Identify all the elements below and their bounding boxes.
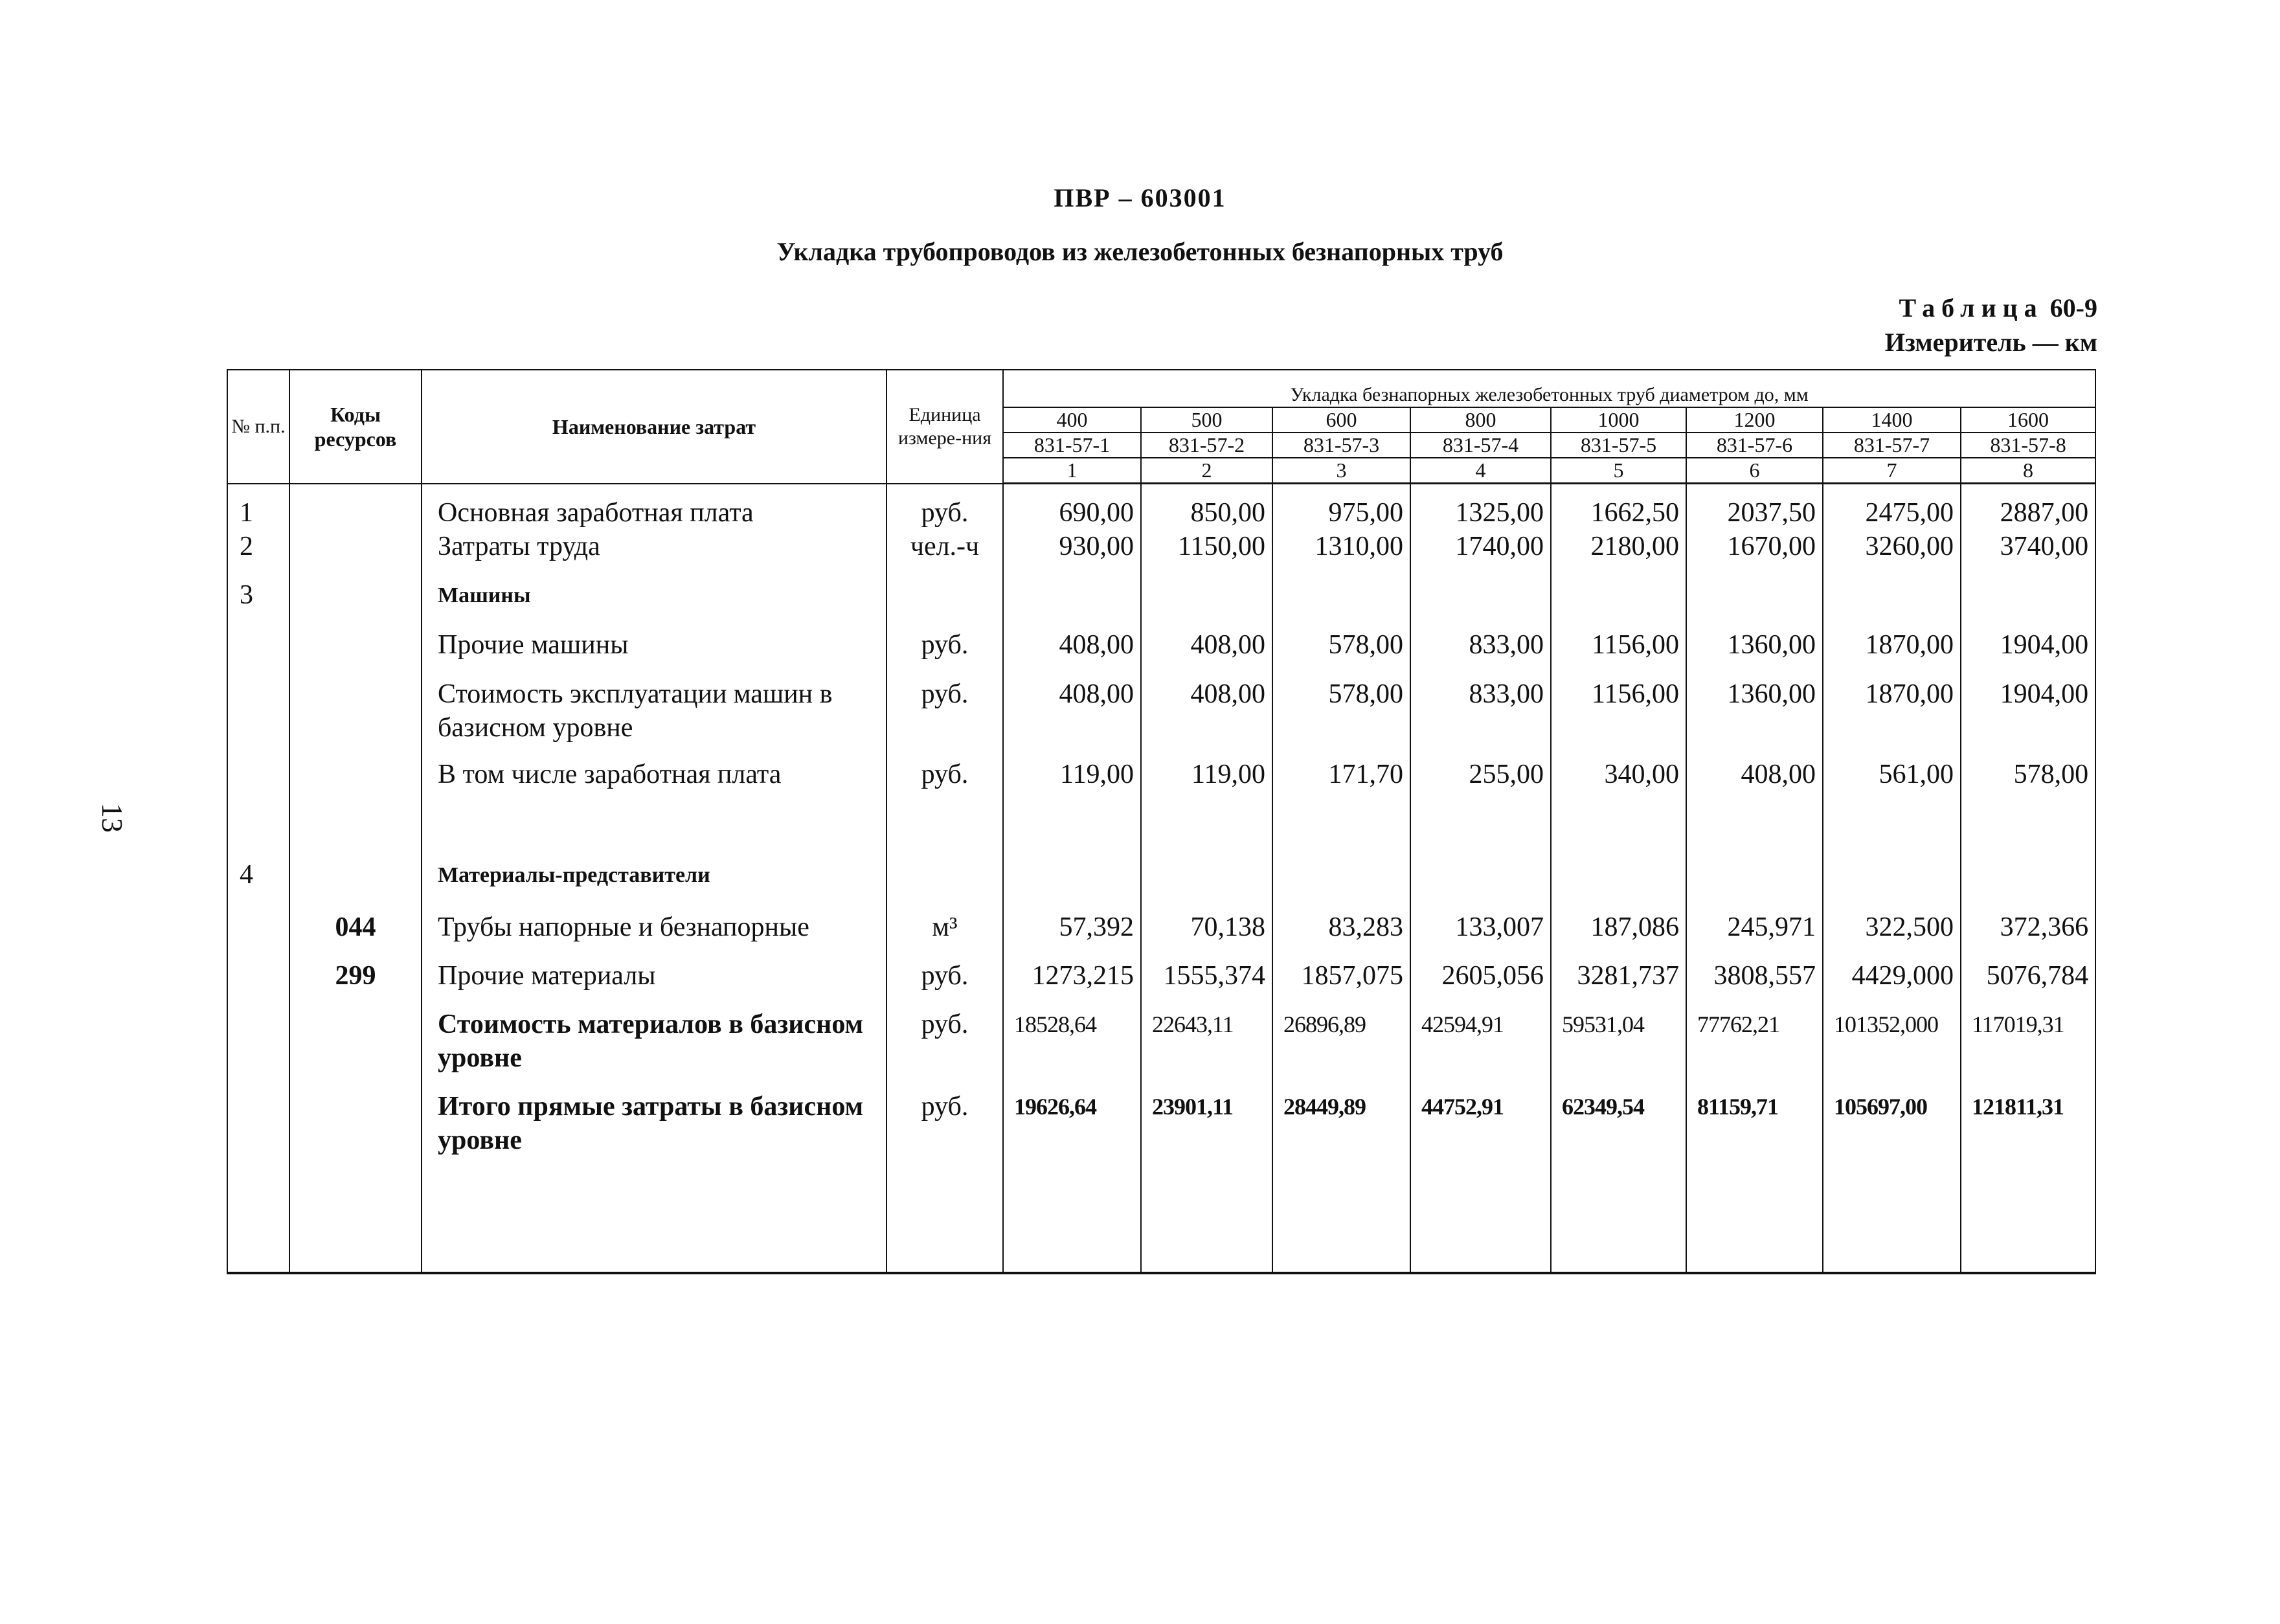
cell-value: 57,392 bbox=[1059, 912, 1134, 942]
cell-value: 245,971 bbox=[1727, 912, 1816, 942]
cell-value: 833,00 bbox=[1469, 630, 1544, 660]
body-name-col bbox=[422, 484, 886, 1274]
cell-value: 3260,00 bbox=[1865, 532, 1954, 561]
cell-value: 121811,31 bbox=[1972, 1094, 2064, 1120]
cost-name: Основная заработная плата bbox=[438, 497, 754, 528]
header-diameter-7: 1400 bbox=[1823, 407, 1961, 433]
body-val-col-5 bbox=[1551, 484, 1686, 1274]
row-number: 3 bbox=[240, 580, 253, 610]
header-rate-code-7: 831-57-7 bbox=[1823, 433, 1961, 458]
cell-value: 372,366 bbox=[2000, 912, 2089, 942]
unit-of-measure: м³ bbox=[932, 912, 958, 942]
cell-value: 101352,000 bbox=[1834, 1011, 1938, 1037]
cell-value: 833,00 bbox=[1469, 679, 1544, 709]
cost-table bbox=[227, 369, 2096, 1274]
header-col-number-7: 7 bbox=[1823, 458, 1961, 484]
cell-value: 1740,00 bbox=[1455, 532, 1544, 561]
row-number: 4 bbox=[240, 859, 253, 890]
cell-value: 23901,11 bbox=[1152, 1094, 1234, 1120]
header-diameter-2: 500 bbox=[1141, 407, 1272, 433]
header-rate-code-2: 831-57-2 bbox=[1141, 433, 1272, 458]
cell-value: 408,00 bbox=[1059, 679, 1134, 709]
cell-value: 1310,00 bbox=[1315, 532, 1403, 561]
header-col-number-8: 8 bbox=[1961, 458, 2095, 484]
document-title: Укладка трубопроводов из железобетонных безнапорных труб bbox=[776, 237, 1504, 266]
unit-of-measure: руб. bbox=[921, 759, 969, 789]
header-num: № п.п. bbox=[227, 370, 289, 484]
cell-value: 930,00 bbox=[1059, 532, 1134, 561]
cell-value: 1904,00 bbox=[2000, 679, 2089, 709]
cell-value: 1360,00 bbox=[1727, 679, 1816, 709]
body-val-col-6 bbox=[1686, 484, 1823, 1274]
cell-value: 44752,91 bbox=[1421, 1094, 1504, 1120]
header-col-number-3: 3 bbox=[1272, 458, 1410, 484]
unit-of-measure: руб. bbox=[921, 497, 969, 528]
cell-value: 42594,91 bbox=[1421, 1011, 1504, 1037]
body-unit-col bbox=[886, 484, 1003, 1274]
cell-value: 59531,04 bbox=[1562, 1011, 1644, 1037]
cell-value: 408,00 bbox=[1059, 630, 1134, 660]
header-diameter-6: 1200 bbox=[1686, 407, 1823, 433]
cell-value: 2475,00 bbox=[1865, 498, 1954, 528]
cell-value: 22643,11 bbox=[1152, 1011, 1234, 1037]
cell-value: 1662,50 bbox=[1590, 498, 1679, 528]
resource-code: 044 bbox=[335, 912, 376, 942]
unit-of-measure: руб. bbox=[921, 960, 969, 991]
header-col-number-2: 2 bbox=[1141, 458, 1272, 484]
cell-value: 81159,71 bbox=[1697, 1094, 1779, 1120]
cell-value: 408,00 bbox=[1741, 760, 1816, 789]
cost-name: В том числе заработная плата bbox=[438, 759, 782, 789]
cell-value: 133,007 bbox=[1455, 912, 1544, 942]
body-val-col-2 bbox=[1141, 484, 1272, 1274]
cell-value: 4429,000 bbox=[1851, 961, 1954, 991]
header-diameter-8: 1600 bbox=[1961, 407, 2095, 433]
cell-value: 408,00 bbox=[1190, 679, 1265, 709]
header-rate-code-8: 831-57-8 bbox=[1961, 433, 2095, 458]
unit-of-measure: руб. bbox=[921, 679, 969, 709]
header-rate-code-5: 831-57-5 bbox=[1551, 433, 1686, 458]
cell-value: 2037,50 bbox=[1727, 498, 1816, 528]
cell-value: 2887,00 bbox=[2000, 498, 2089, 528]
cost-name: Трубы напорные и безнапорные bbox=[438, 912, 809, 942]
header-diameter-5: 1000 bbox=[1551, 407, 1686, 433]
cell-value: 850,00 bbox=[1190, 498, 1265, 528]
unit-line: Измеритель — км bbox=[1884, 328, 2097, 357]
cell-value: 187,086 bbox=[1590, 912, 1679, 942]
cell-value: 171,70 bbox=[1328, 760, 1403, 789]
cell-value: 1156,00 bbox=[1592, 679, 1679, 709]
header-group: Укладка безнапорных железобетонных труб диаметром до, мм bbox=[1003, 370, 2095, 407]
cell-value: 1150,00 bbox=[1178, 532, 1265, 561]
cost-name: Материалы-представители bbox=[438, 863, 710, 887]
cell-value: 70,138 bbox=[1190, 912, 1265, 942]
cost-name: Машины bbox=[438, 583, 531, 607]
cell-value: 322,500 bbox=[1865, 912, 1954, 942]
page-number: 13 bbox=[96, 803, 129, 833]
cell-value: 28449,89 bbox=[1283, 1094, 1366, 1120]
header-col-number-6: 6 bbox=[1686, 458, 1823, 484]
table-label bbox=[1899, 293, 2097, 323]
body-code-col bbox=[289, 484, 422, 1274]
cell-value: 83,283 bbox=[1328, 912, 1403, 942]
header-diameter-4: 800 bbox=[1410, 407, 1551, 433]
header-col-number-4: 4 bbox=[1410, 458, 1551, 484]
body-val-col-3 bbox=[1272, 484, 1410, 1274]
header-unit: Единица измере-ния bbox=[886, 370, 1003, 484]
cell-value: 1555,374 bbox=[1163, 961, 1265, 991]
header-rate-code-6: 831-57-6 bbox=[1686, 433, 1823, 458]
cost-name: Прочие машины bbox=[438, 629, 629, 660]
cell-value: 119,00 bbox=[1191, 760, 1265, 789]
cell-value: 1904,00 bbox=[2000, 630, 2089, 660]
cell-value: 19626,64 bbox=[1014, 1094, 1096, 1120]
header-col-number-1: 1 bbox=[1003, 458, 1141, 484]
cell-value: 975,00 bbox=[1328, 498, 1403, 528]
cell-value: 408,00 bbox=[1190, 630, 1265, 660]
cell-value: 1870,00 bbox=[1865, 630, 1954, 660]
row-number: 2 bbox=[240, 531, 253, 561]
cell-value: 3740,00 bbox=[2000, 532, 2089, 561]
cell-value: 2180,00 bbox=[1590, 532, 1679, 561]
cell-value: 1156,00 bbox=[1592, 630, 1679, 660]
cell-value: 578,00 bbox=[1328, 679, 1403, 709]
unit-of-measure: руб. bbox=[921, 1009, 969, 1039]
body-val-col-4 bbox=[1410, 484, 1551, 1274]
header-col-number-5: 5 bbox=[1551, 458, 1686, 484]
body-val-col-1 bbox=[1003, 484, 1141, 1274]
header-diameter-3: 600 bbox=[1272, 407, 1410, 433]
resource-code: 299 bbox=[335, 960, 376, 991]
header-rate-code-4: 831-57-4 bbox=[1410, 433, 1551, 458]
cost-name: Стоимость материалов в базисном уровне bbox=[438, 1009, 864, 1073]
cell-value: 578,00 bbox=[1328, 630, 1403, 660]
cell-value: 105697,00 bbox=[1834, 1094, 1927, 1120]
cell-value: 117019,31 bbox=[1972, 1011, 2064, 1037]
body-val-col-8 bbox=[1961, 484, 2095, 1274]
cell-value: 1870,00 bbox=[1865, 679, 1954, 709]
cell-value: 3808,557 bbox=[1713, 961, 1816, 991]
cell-value: 255,00 bbox=[1469, 760, 1544, 789]
cell-value: 3281,737 bbox=[1577, 961, 1679, 991]
table-label-number: 60-9 bbox=[2049, 293, 2097, 322]
cell-value: 62349,54 bbox=[1562, 1094, 1644, 1120]
cell-value: 26896,89 bbox=[1283, 1011, 1366, 1037]
row-number: 1 bbox=[240, 497, 253, 528]
cell-value: 5076,784 bbox=[1986, 961, 2089, 991]
header-rate-code-3: 831-57-3 bbox=[1272, 433, 1410, 458]
header-rate-code-1: 831-57-1 bbox=[1003, 433, 1141, 458]
unit-of-measure: чел.-ч bbox=[910, 531, 980, 561]
cost-name: Итого прямые затраты в базисном уровне bbox=[438, 1091, 864, 1155]
cell-value: 1360,00 bbox=[1727, 630, 1816, 660]
cell-value: 578,00 bbox=[2013, 760, 2089, 789]
body-val-col-7 bbox=[1823, 484, 1961, 1274]
document-code: ПВР – 603001 bbox=[1054, 183, 1226, 212]
cell-value: 1273,215 bbox=[1032, 961, 1134, 991]
cell-value: 1857,075 bbox=[1301, 961, 1403, 991]
header-name: Наименование затрат bbox=[422, 370, 886, 484]
unit-of-measure: руб. bbox=[921, 1091, 969, 1122]
cell-value: 77762,21 bbox=[1697, 1011, 1779, 1037]
table-label-word: Таблица bbox=[1899, 293, 2044, 322]
cell-value: 119,00 bbox=[1060, 760, 1134, 789]
cost-name: Прочие материалы bbox=[438, 960, 656, 991]
cell-value: 18528,64 bbox=[1014, 1011, 1096, 1037]
header-codes: Коды ресурсов bbox=[289, 370, 422, 484]
cell-value: 1325,00 bbox=[1455, 498, 1544, 528]
cell-value: 690,00 bbox=[1059, 498, 1134, 528]
header-diameter-1: 400 bbox=[1003, 407, 1141, 433]
unit-of-measure: руб. bbox=[921, 629, 969, 660]
cell-value: 2605,056 bbox=[1441, 961, 1544, 991]
cost-name: Стоимость эксплуатации машин в базисном уровне bbox=[438, 679, 833, 743]
body-num-col bbox=[227, 484, 289, 1274]
cell-value: 340,00 bbox=[1604, 760, 1679, 789]
cost-name: Затраты труда bbox=[438, 531, 600, 561]
cell-value: 561,00 bbox=[1879, 760, 1954, 789]
cell-value: 1670,00 bbox=[1727, 532, 1816, 561]
